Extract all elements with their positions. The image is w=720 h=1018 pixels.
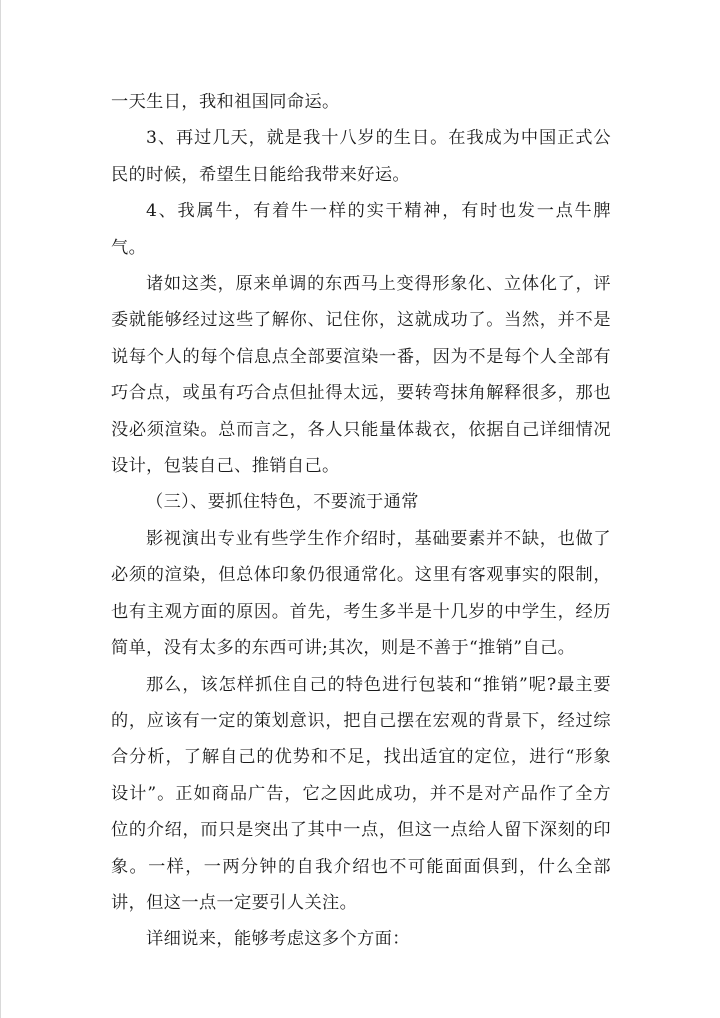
paragraph-7: 详细说来，能够考虑这多个方面： [146,929,410,950]
paragraph-1: 一天生日，我和祖国同命运。 [111,92,340,112]
paragraph-6: 那么，该怎样抓住自己的特色进行包装和“推销”呢?最主要的，应该有一定的策划意识，把自己摆在宏观的背景下，经过综合分析，了解自己的优势和不足，找出适宜的定位，进行“形象设计”。正如商品广告，它之因此成功，并不是对产品作了全方位的介绍，而只是突出了其中一点，但这一点给人留下深刻的印象。一样，一两分钟的自我介绍也不可能面面俱到，什么全部讲，但这一点一定要引人关注。 [111,674,611,913]
paragraph-4: 诸如这类，原来单调的东西马上变得形象化、立体化了，评委就能够经过这些了解你、记住你，这就成功了。当然，并不是说每个人的每个信息点全部要渲染一番，因为不是每个人全部有巧合点，或虽有巧合点但扯得太远，要转弯抹角解释很多，那也没必须渲染。总而言之，各人只能量体裁衣，依据自己详细情况设计，包装自己、推销自己。 [111,274,611,477]
section-heading: （三）、要抓住特色，不要流于通常 [146,492,419,513]
paragraph-2: 3、再过几天，就是我十八岁的生日。在我成为中国正式公民的时候，希望生日能给我带来好运。 [111,128,611,185]
document-body [111,84,611,958]
paragraph-5: 影视演出专业有些学生作介绍时，基础要素并不缺，也做了必须的渲染，但总体印象仍很通常化。这里有客观事实的限制，也有主观方面的原因。首先，考生多半是十几岁的中学生，经历简单，没有太多的东西可讲;其次，则是不善于“推销”自己。 [111,528,611,659]
paragraph-3: 4、我属牛，有着牛一样的实干精神，有时也发一点牛脾气。 [111,201,611,258]
